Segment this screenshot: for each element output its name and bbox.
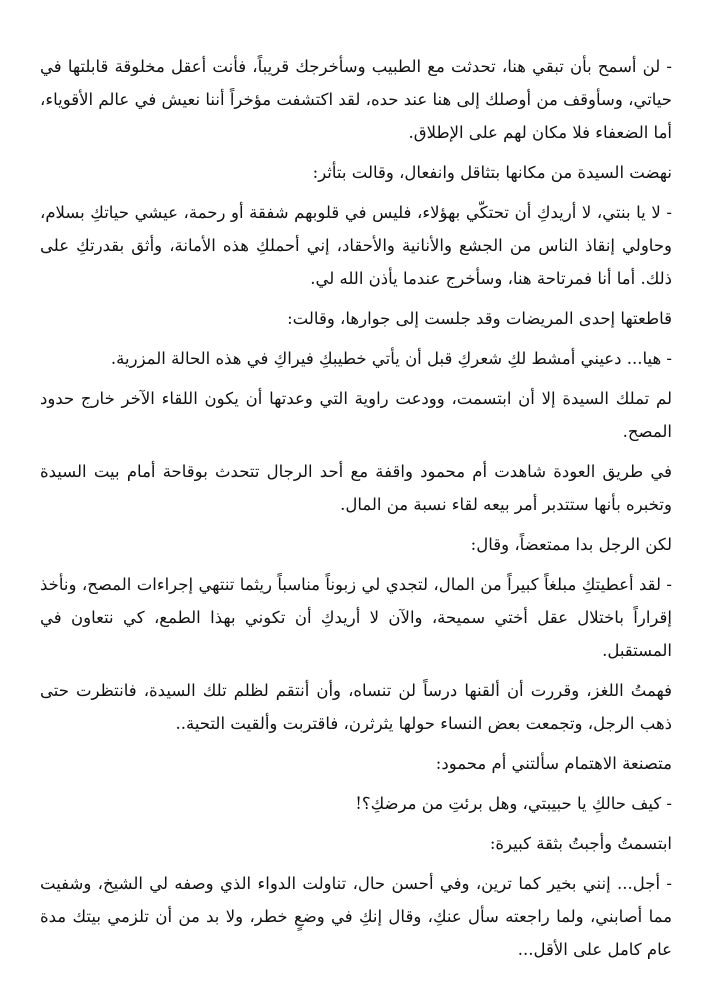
paragraph-3: - لا يا بنتي، لا أريدكِ أن تحتكّي بهؤلاء، فليس في قلوبهم شفقة أو رحمة، عيشي حياتكِ بسلام، وحاولي إنقاذ الناس من الجشع والأنانية والأحقاد، إني أحملكِ هذه الأمانة، وأثق بقدرتكِ على ذلك. أما أنا فمرتاحة هنا، وسأخرج عندما يأذن الله لي. (40, 203, 672, 288)
paragraph-13: ابتسمتُ وأجبتُ بثقة كبيرة: (489, 834, 672, 853)
paragraph-12: - كيف حالكِ يا حبيبتي، وهل برئتِ من مرضكِ؟! (355, 794, 672, 813)
paragraph-11: متصنعة الاهتمام سألتني أم محمود: (435, 754, 672, 773)
paragraph-10: فهمتُ اللغز، وقررت أن ألقنها درساً لن تنساه، وأن أنتقم لظلم تلك السيدة، فانتظرت حتى ذهب الرجل، وتجمعت بعض النساء حولها يثرثرن، فاقتربت وألقيت التحية.. (40, 681, 672, 733)
paragraph-6: لم تملك السيدة إلا أن ابتسمت، وودعت راوية التي وعدتها أن يكون اللقاء الآخر خارج حدود المصح. (40, 389, 672, 441)
paragraph-9: - لقد أعطيتكِ مبلغاً كبيراً من المال، لتجدي لي زبوناً مناسباً ريثما تنتهي إجراءات المصح، ونأخذ إقراراً باختلال عقل أختي سميحة، والآن لا أريدكِ أن تكوني بهذا الطمع، كي نتعاون في المستقبل. (40, 575, 672, 660)
paragraph-2: نهضت السيدة من مكانها بتثاقل وانفعال، وقالت بتأثر: (312, 163, 672, 182)
paragraph-4: قاطعتها إحدى المريضات وقد جلست إلى جوارها، وقالت: (287, 309, 672, 328)
paragraph-14: - أجل... إنني بخير كما ترين، وفي أحسن حال، تناولت الدواء الذي وصفه لي الشيخ، وشفيت مما أصابني، ولما راجعته سأل عنكِ، وقال إنكِ في وضعٍ خطر، ولا بد من أن تلزمي بيتك مدة عام كامل على الأقل... (40, 874, 672, 959)
document-page (40, 50, 672, 973)
paragraph-5: - هيا... دعيني أمشط لكِ شعركِ قبل أن يأتي خطيبكِ فيراكِ في هذه الحالة المزرية. (110, 349, 672, 368)
paragraph-1: - لن أسمح بأن تبقي هنا، تحدثت مع الطبيب وسأخرجك قريباً، فأنت أعقل مخلوقة قابلتها في حياتي، وسأوقف من أوصلك إلى هنا عند حده، لقد اكتشفت مؤخراً أننا نعيش في عالم الأقوياء، أما الضعفاء فلا مكان لهم على الإطلاق. (40, 57, 672, 142)
paragraph-8: لكن الرجل بدا ممتعضاً، وقال: (470, 535, 672, 554)
paragraph-7: في طريق العودة شاهدت أم محمود واقفة مع أحد الرجال تتحدث بوقاحة أمام بيت السيدة وتخبره بأنها ستتدبر أمر بيعه لقاء نسبة من المال. (40, 462, 672, 514)
